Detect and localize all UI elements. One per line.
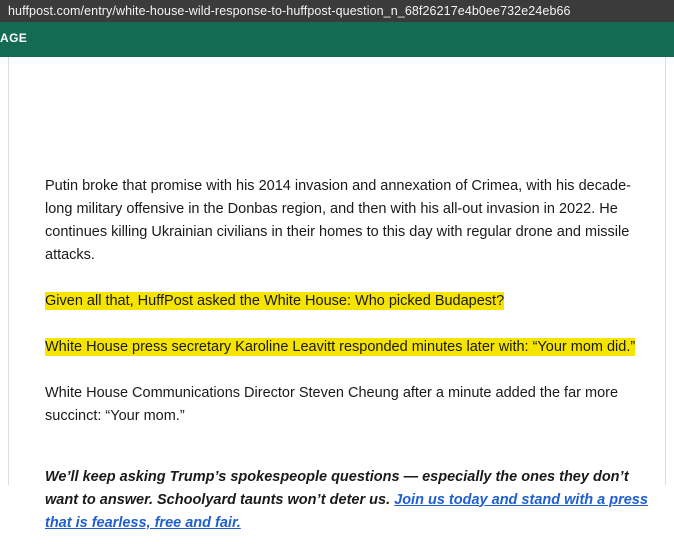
browser-url-bar[interactable] — [0, 0, 674, 22]
paragraph-spacer — [45, 359, 653, 382]
url-text: huffpost.com/entry/white-house-wild-response-to-huffpost-question_n_68f26217e4b0ee732e24eb66 — [8, 4, 571, 18]
paragraph-spacer — [45, 267, 653, 290]
support-press-link[interactable]: Join us today and stand with a press that is fearless, free and fair. — [45, 491, 648, 531]
closing-appeal-text: We’ll keep asking Trump’s spokespeople questions — especially the ones they don’t want to answer. Schoolyard taunts won’t deter us. — [45, 468, 629, 508]
paragraph-spacer — [45, 428, 653, 451]
paragraph: White House Communications Director Steven Cheung after a minute added the far more succinct: “Your mom.” — [45, 385, 619, 424]
article-body — [45, 175, 653, 549]
closing-appeal — [45, 466, 653, 535]
site-header-band — [0, 22, 674, 57]
highlight-span: Given all that, HuffPost asked the White House: Who picked Budapest? — [45, 293, 505, 309]
article-page — [0, 57, 674, 531]
right-rule — [665, 57, 666, 485]
left-rule — [8, 57, 9, 485]
paragraph-highlighted — [45, 290, 653, 313]
paragraph-spacer — [45, 313, 653, 336]
paragraph-highlighted — [45, 336, 653, 359]
site-brand-fragment: AGE — [0, 31, 28, 45]
paragraph: Putin broke that promise with his 2014 invasion and annexation of Crimea, with his decade-long military offensive in the Donbas region, and then with his all-out invasion in 2022. He continues killing Ukrainian civilians in their homes to this day with regular drone and missile attacks. — [45, 178, 631, 263]
highlight-span: White House press secretary Karoline Leavitt responded minutes later with: “Your mom did.” — [45, 339, 636, 355]
